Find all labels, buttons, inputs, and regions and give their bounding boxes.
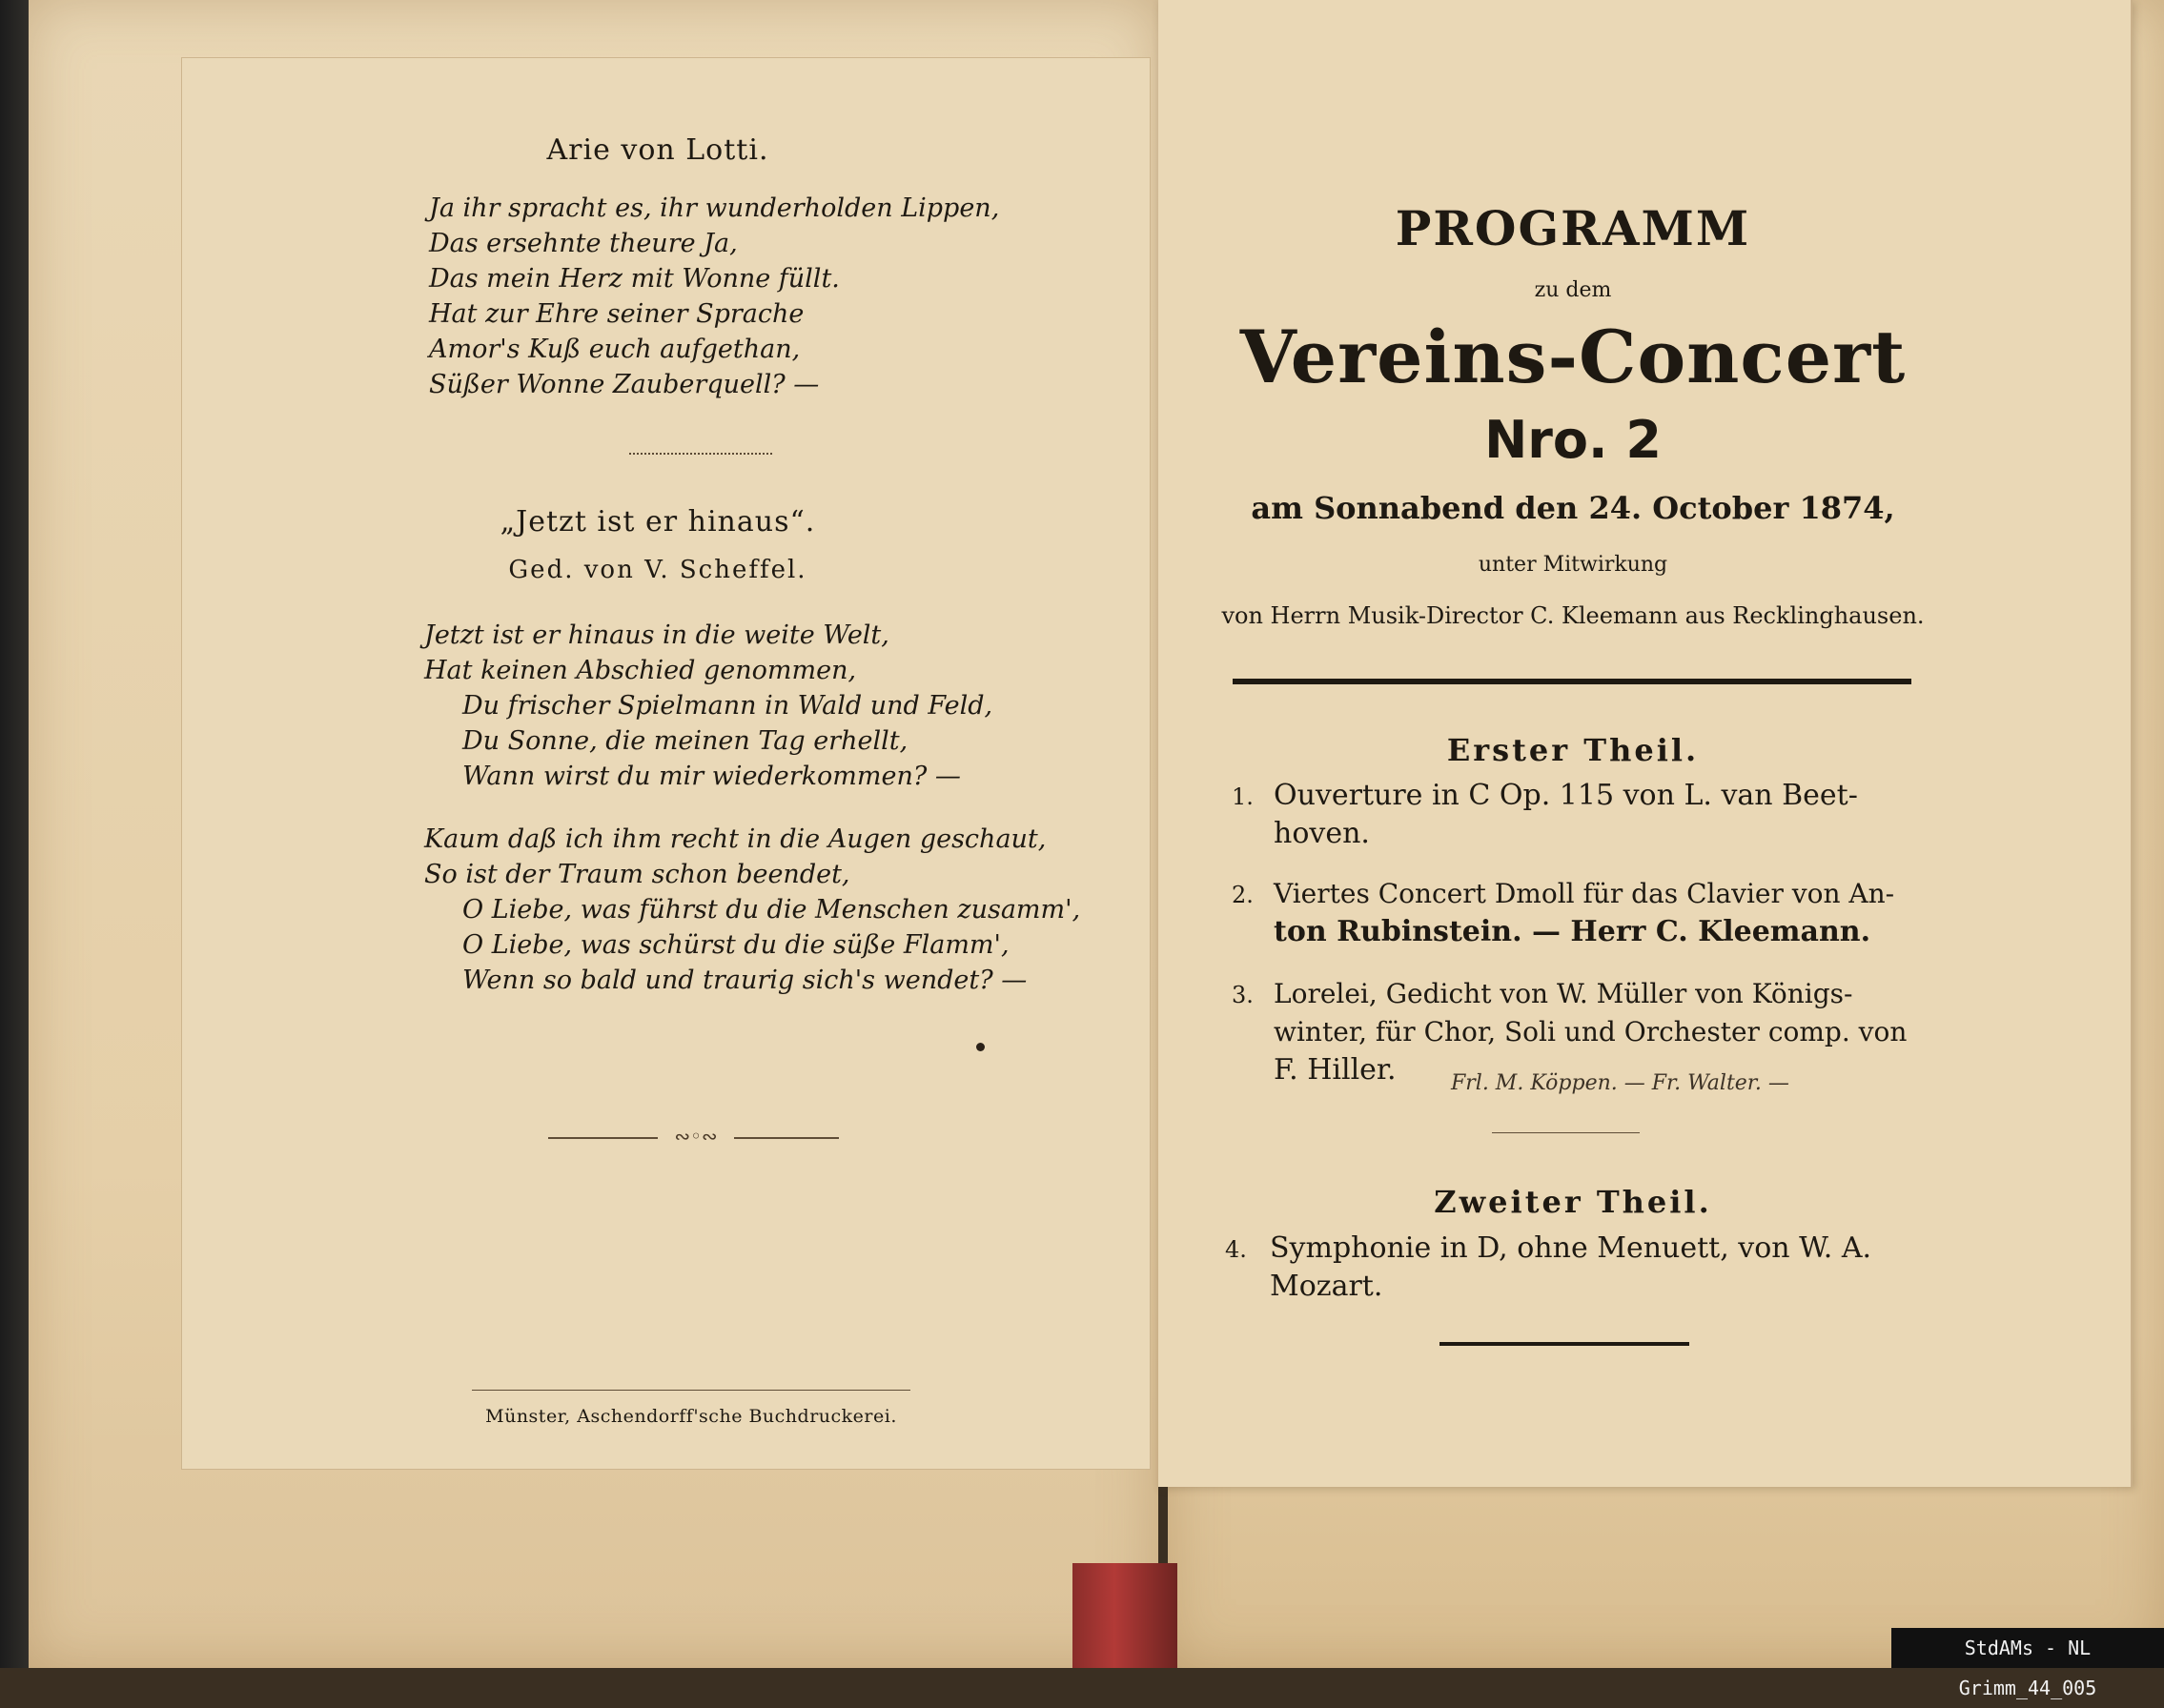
handwritten-note: Frl. M. Köppen. — Fr. Walter. — xyxy=(1451,1071,1789,1095)
poem2-line: Du Sonne, die meinen Tag erhellt, xyxy=(462,726,908,756)
poem2-stanza2 xyxy=(424,822,1081,998)
item-line: winter, für Chor, Soli und Orchester comp. von xyxy=(1274,1016,1908,1047)
poem1-line: Das ersehnte theure Ja, xyxy=(429,229,738,258)
poem2-line: Kaum daß ich ihm recht in die Augen geschaut, xyxy=(424,824,1047,854)
poem2-line: Wann wirst du mir wiederkommen? — xyxy=(462,762,961,791)
program-title: PROGRAMM xyxy=(1395,200,1751,256)
poem1-line: Süßer Wonne Zauberquell? — xyxy=(429,370,820,399)
item-number: 1. xyxy=(1232,783,1254,810)
poem1-line: Hat zur Ehre seiner Sprache xyxy=(429,299,805,329)
ink-spot xyxy=(976,1043,985,1051)
item-number: 4. xyxy=(1225,1236,1247,1263)
item-number: 2. xyxy=(1232,882,1254,908)
program-item-1 xyxy=(1274,777,1912,853)
poem1-line: Amor's Kuß euch aufgethan, xyxy=(429,335,801,364)
wavy-divider xyxy=(629,453,772,455)
poem1-body xyxy=(429,191,1000,402)
item-line: Lorelei, Gedicht von W. Müller von Königs- xyxy=(1274,978,1853,1009)
footer-rule xyxy=(472,1390,910,1391)
poem2-line: Wenn so bald und traurig sich's wendet? — xyxy=(462,966,1028,995)
poem1-line: Ja ihr spracht es, ihr wunderholden Lippen, xyxy=(429,193,1000,223)
poem2-line: So ist der Traum schon beendet, xyxy=(424,860,850,889)
closing-rule xyxy=(1439,1342,1689,1346)
item-number: 3. xyxy=(1232,982,1254,1008)
part-divider-rule xyxy=(1492,1132,1640,1133)
program-item-4 xyxy=(1270,1230,1912,1306)
concert-title: Vereins-Concert xyxy=(1239,315,1907,399)
book-spine-red xyxy=(1072,1563,1177,1668)
item-line: hoven. xyxy=(1274,817,1370,850)
item-line: F. Hiller. xyxy=(1274,1053,1397,1087)
part1-heading: Erster Theil. xyxy=(1446,732,1700,768)
poem2-line: Jetzt ist er hinaus in die weite Welt, xyxy=(424,620,889,650)
poem1-title: Arie von Lotti. xyxy=(546,133,769,167)
concert-date: am Sonnabend den 24. October 1874, xyxy=(1251,490,1895,526)
poem2-title: „Jetzt ist er hinaus“. xyxy=(500,505,816,539)
poem2-line: O Liebe, was führst du die Menschen zusamm', xyxy=(462,895,1081,925)
printer-imprint: Münster, Aschendorff'sche Buchdruckerei. xyxy=(485,1406,897,1427)
ornament-flourish-icon: ∾◦∾ xyxy=(658,1125,734,1148)
item-line: Ouverture in C Op. 115 von L. van Beet- xyxy=(1274,779,1858,812)
part2-heading: Zweiter Theil. xyxy=(1434,1184,1712,1220)
header-heavy-rule xyxy=(1233,679,1911,684)
program-zu-dem: zu dem xyxy=(1534,278,1612,302)
item-line: Symphonie in D, ohne Menuett, von W. A. xyxy=(1270,1231,1872,1265)
poem2-line: Du frischer Spielmann in Wald und Feld, xyxy=(462,691,993,721)
program-item-2 xyxy=(1274,875,1912,951)
poem2-line: Hat keinen Abschied genommen, xyxy=(424,656,857,685)
poem2-line: O Liebe, was schürst du die süße Flamm', xyxy=(462,930,1010,960)
item-line: Mozart. xyxy=(1270,1270,1383,1303)
archive-stamp: StdAMs - NL Grimm_44_005 xyxy=(1891,1628,2164,1668)
poem2-subtitle: Ged. von V. Scheffel. xyxy=(508,556,807,584)
mitwirkung-line: unter Mitwirkung xyxy=(1478,553,1668,577)
poem1-line: Das mein Herz mit Wonne füllt. xyxy=(429,264,840,294)
item-line: Viertes Concert Dmoll für das Clavier von An- xyxy=(1274,878,1895,909)
performer-line: von Herrn Musik-Director C. Kleemann aus Recklinghausen. xyxy=(1221,602,1925,629)
item-line: ton Rubinstein. — Herr C. Kleemann. xyxy=(1274,915,1871,948)
concert-number: Nro. 2 xyxy=(1484,410,1662,470)
poem2-stanza1 xyxy=(424,618,996,794)
